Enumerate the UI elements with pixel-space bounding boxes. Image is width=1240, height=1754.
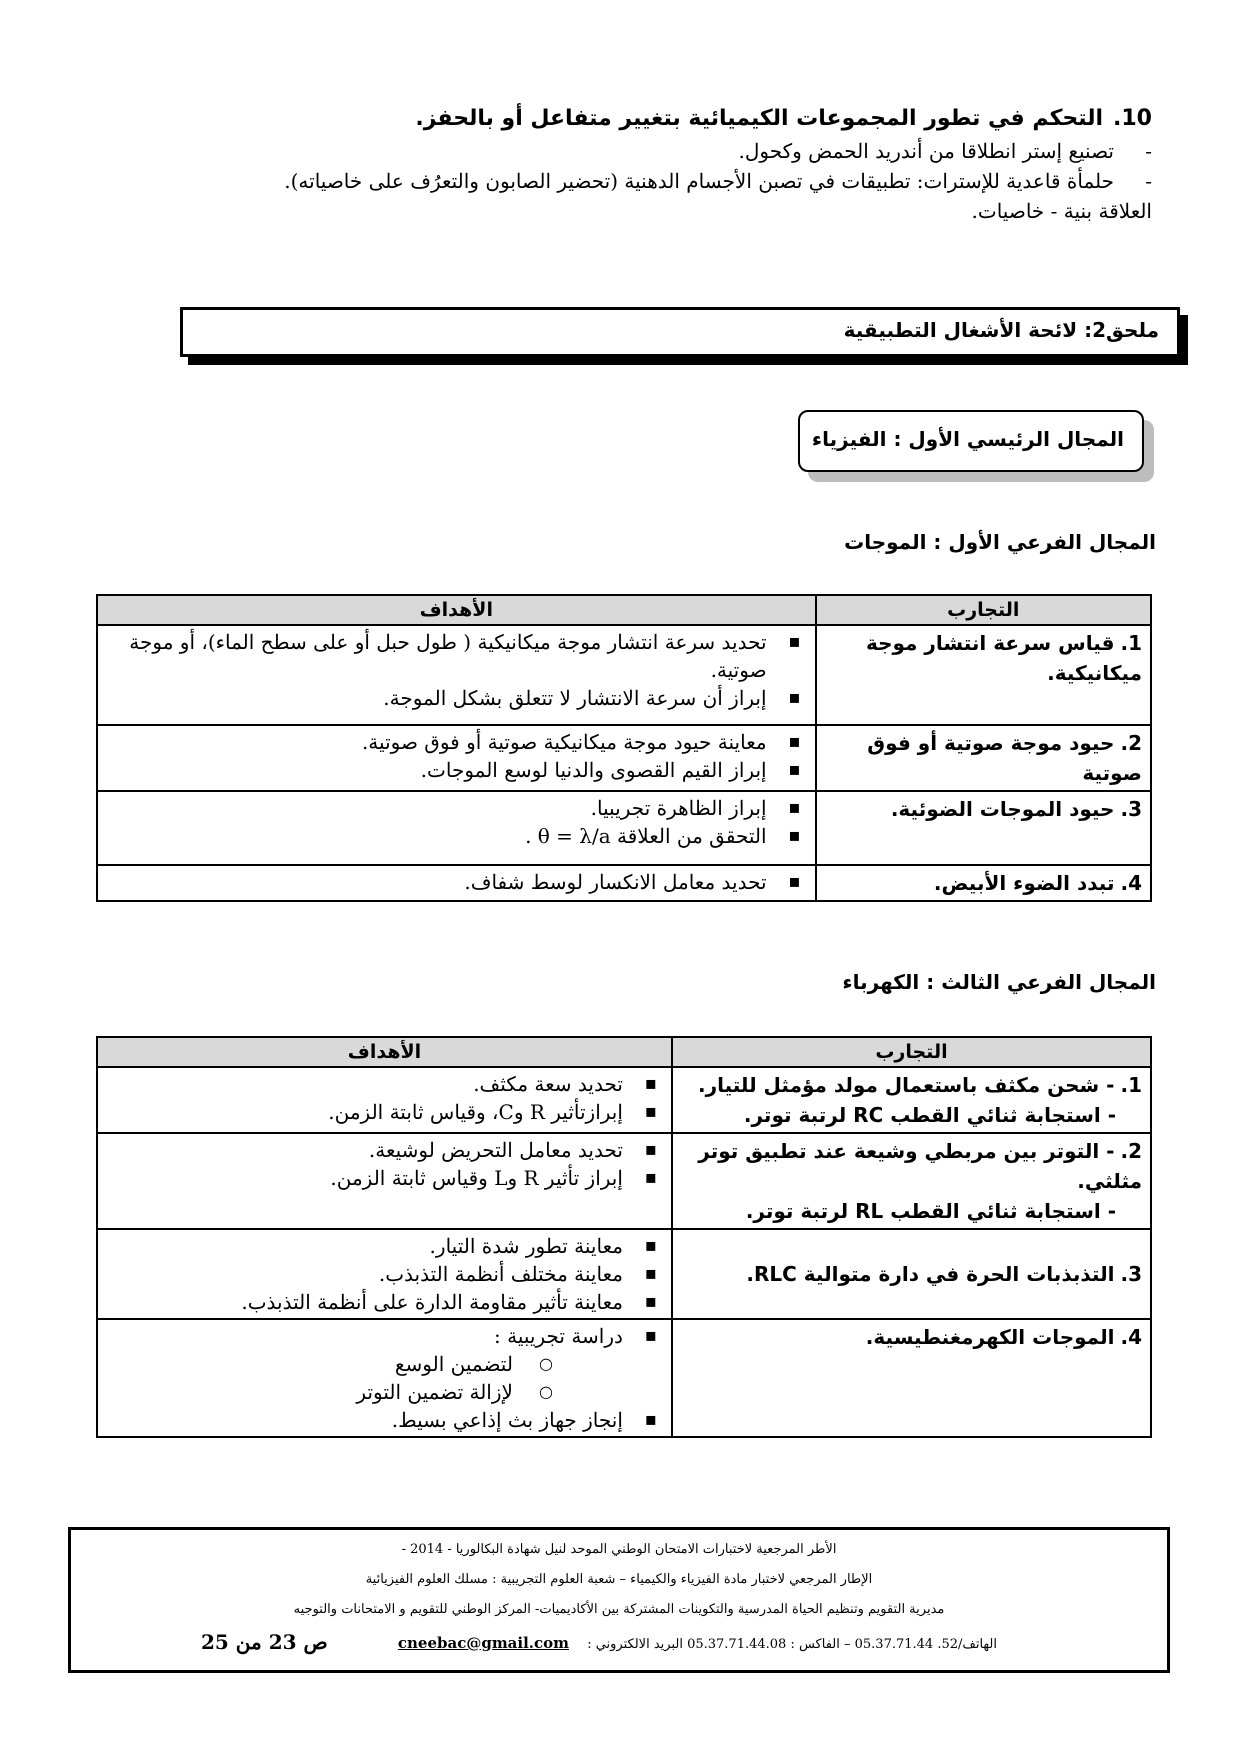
electricity-table bbox=[96, 1036, 1152, 1438]
experiment-cell: 2.حيود موجة صوتية أو فوق صوتية bbox=[816, 725, 1151, 791]
goal-item: ▪ تحديد معامل التحريض لوشيعة. bbox=[106, 1136, 663, 1164]
table-row bbox=[97, 1229, 1151, 1319]
goals-cell bbox=[97, 791, 816, 865]
section-10-number: 10. bbox=[1113, 106, 1152, 131]
col-goals: الأهداف bbox=[97, 1037, 672, 1067]
footer-line-3: مديرية التقويم وتنظيم الحياة المدرسية والتكوينات المشتركة بين الأكاديميات- المركز الوطني للتقويم و الامتحانات والتوجيه bbox=[293, 1602, 945, 1617]
section-10-title: التحكم في تطور المجموعات الكيميائية بتغيير متفاعل أو بالحفز. bbox=[415, 106, 1104, 131]
goals-cell bbox=[97, 1229, 672, 1319]
goal-item: ▪ معاينة تأثير مقاومة الدارة على أنظمة التذبذب. bbox=[106, 1288, 663, 1316]
section-10-item: العلاقة بنية - خاصيات. bbox=[971, 199, 1152, 223]
footer-contact bbox=[398, 1634, 997, 1652]
goal-item: ▪ تحديد سعة مكثف. bbox=[106, 1070, 663, 1098]
section-10 bbox=[72, 102, 1152, 226]
goals-cell bbox=[97, 1319, 672, 1437]
table-row bbox=[97, 865, 1151, 901]
experiment-cell: 3.حيود الموجات الضوئية. bbox=[816, 791, 1151, 865]
table-row bbox=[97, 791, 1151, 865]
experiment-cell: 1.- شحن مكثف باستعمال مولد مؤمثل للتيار. - استجابة ثنائي القطب RC لرتبة توتر. bbox=[672, 1067, 1151, 1133]
table-row bbox=[97, 1133, 1151, 1229]
table-row bbox=[97, 1067, 1151, 1133]
goal-item: ▪ دراسة تجريبية : bbox=[106, 1322, 663, 1350]
goals-cell bbox=[97, 625, 816, 725]
goals-cell bbox=[97, 1067, 672, 1133]
goal-item: ▪ إبراز القيم القصوى والدنيا لوسع الموجات. bbox=[106, 756, 807, 784]
goals-cell bbox=[97, 1133, 672, 1229]
main-domain-box bbox=[798, 410, 1144, 472]
col-experiments: التجارب bbox=[672, 1037, 1151, 1067]
experiment-cell: 2.- التوتر بين مربطي وشيعة عند تطبيق توتر مثلثي. - استجابة ثنائي القطب RL لرتبة توتر. bbox=[672, 1133, 1151, 1229]
footer-line-2: الإطار المرجعي لاختبار مادة الفيزياء والكيمياء – شعبة العلوم التجريبية : مسلك العلوم الفيزيائية bbox=[365, 1572, 873, 1587]
experiment-cell: 4.تبدد الضوء الأبيض. bbox=[816, 865, 1151, 901]
subdomain-1-title: المجال الفرعي الأول : الموجات bbox=[844, 530, 1156, 554]
annex-title-box bbox=[180, 307, 1180, 357]
annex-title: ملحق2: لائحة الأشغال التطبيقية bbox=[843, 318, 1159, 342]
goal-item: ▪ معاينة حيود موجة ميكانيكية صوتية أو فوق صوتية. bbox=[106, 728, 807, 756]
experiment-cell: 1.قياس سرعة انتشار موجة ميكانيكية. bbox=[816, 625, 1151, 725]
footer-line-1: الأطر المرجعية لاختبارات الامتحان الوطني الموحد لنيل شهادة البكالوريا - 2014 - bbox=[401, 1542, 837, 1557]
subdomain-3-title: المجال الفرعي الثالث : الكهرباء bbox=[842, 970, 1156, 994]
page-footer bbox=[68, 1527, 1170, 1673]
waves-table bbox=[96, 594, 1152, 902]
subgoal-item: ○ لإزالة تضمين التوتر bbox=[106, 1378, 663, 1406]
main-domain-title: المجال الرئيسي الأول : الفيزياء bbox=[811, 427, 1124, 451]
goal-item: ▪ إبرازتأثير R وC، وقياس ثابتة الزمن. bbox=[106, 1098, 663, 1126]
goal-item: ▪ معاينة تطور شدة التيار. bbox=[106, 1232, 663, 1260]
section-10-item: -حلمأة قاعدية للإسترات: تطبيقات في تصبن الأجسام الدهنية (تحضير الصابون والتعرُف على خاصياته). bbox=[284, 169, 1152, 193]
col-experiments: التجارب bbox=[816, 595, 1151, 625]
goal-item: ▪ تحديد معامل الانكسار لوسط شفاف. bbox=[106, 868, 807, 896]
table-row bbox=[97, 725, 1151, 791]
goal-item: ▪ معاينة مختلف أنظمة التذبذب. bbox=[106, 1260, 663, 1288]
goal-item: ▪ إبراز الظاهرة تجريبيا. bbox=[106, 794, 807, 822]
goals-cell bbox=[97, 725, 816, 791]
col-goals: الأهداف bbox=[97, 595, 816, 625]
experiment-cell: 4.الموجات الكهرمغنطيسية. bbox=[672, 1319, 1151, 1437]
goal-item: ▪ إبراز أن سرعة الانتشار لا تتعلق بشكل الموجة. bbox=[106, 684, 807, 712]
page-number: ص 23 من 25 bbox=[201, 1630, 328, 1654]
section-10-heading bbox=[72, 102, 1152, 136]
subgoal-item: ○ لتضمين الوسع bbox=[106, 1350, 663, 1378]
table-row bbox=[97, 1319, 1151, 1437]
footer-contact-text: الهاتف/52. 05.37.71.44 – الفاكس : 05.37.71.44.08 البريد الالكتروني : bbox=[587, 1637, 997, 1652]
email-link[interactable]: cneebac@gmail.com bbox=[397, 1634, 570, 1652]
goal-item: ▪ إنجاز جهاز بث إذاعي بسيط. bbox=[106, 1406, 663, 1434]
goals-cell bbox=[97, 865, 816, 901]
goal-item: ▪ تحديد سرعة انتشار موجة ميكانيكية ( طول حبل أو على سطح الماء)، أو موجة صوتية. bbox=[106, 628, 807, 684]
goal-item: ▪ التحقق من العلاقة θ = λ/a . bbox=[106, 822, 807, 850]
goal-item: ▪ إبراز تأثير R وL وقياس ثابتة الزمن. bbox=[106, 1164, 663, 1192]
section-10-item: -تصنيع إستر انطلاقا من أندريد الحمض وكحول. bbox=[738, 139, 1152, 163]
table-row bbox=[97, 625, 1151, 725]
experiment-cell: 3.التذبذبات الحرة في دارة متوالية RLC. bbox=[672, 1229, 1151, 1319]
